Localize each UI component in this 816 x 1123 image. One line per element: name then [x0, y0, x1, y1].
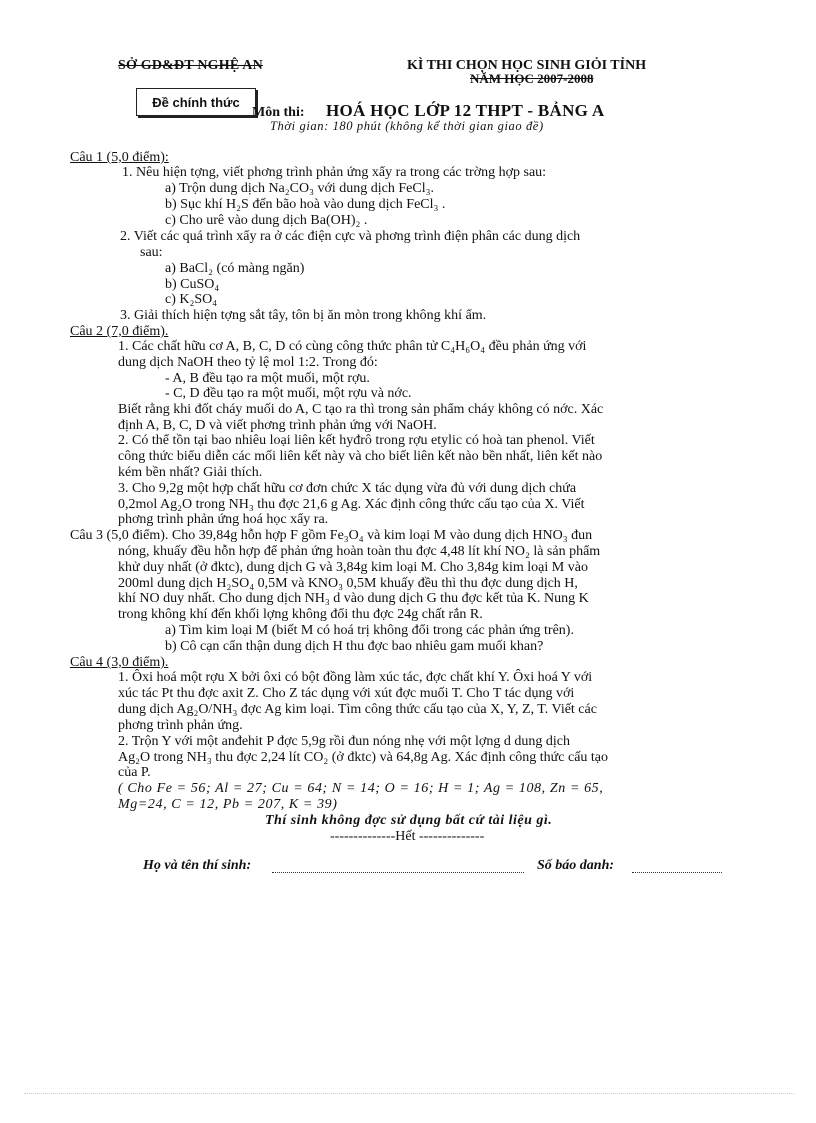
q1-part2: 2. Viết các quá trình xẩy ra ở các điện cực và phơng trình điện phân các dung dịch	[120, 229, 581, 244]
official-exam-badge: Đề chính thức	[136, 88, 256, 116]
department-name: SỞ GD&ĐT NGHỆ AN	[118, 58, 263, 73]
q2-part1-cd: - C, D đều tạo ra một muối, một rợu và nớc.	[165, 386, 412, 401]
atomic-masses-cont: Mg=24, C = 12, Pb = 207, K = 39)	[118, 797, 338, 812]
q2-part2-cont: công thức biểu diễn các mối liên kết này và cho biết liên kết nào bền nhất, liên kết nào	[118, 449, 603, 464]
q4-part2: 2. Trộn Y với một anđehit P đợc 5,9g rồi đun nóng nhẹ với một lợng d dung dịch	[118, 734, 570, 749]
q2-part1-cont: dung dịch NaOH theo tỷ lệ mol 1:2. Trong đó:	[118, 355, 378, 370]
q2-heading: Câu 2 (7,0 điểm).	[70, 324, 169, 339]
page-bottom-rule	[24, 1093, 794, 1094]
q1-part2-b: b) CuSO₄	[165, 277, 220, 292]
q3-part-a: a) Tìm kim loại M (biết M có hoá trị không đổi trong các phản ứng trên).	[165, 623, 574, 638]
time-limit: Thời gian: 180 phút (không kể thời gian giao đề)	[270, 119, 544, 133]
q4-part1-cont: xúc tác Pt thu đợc axit Z. Cho Z tác dụng với xút đợc muối T. Cho T tác dụng với	[118, 686, 575, 701]
q2-part2-end: kém bền nhất? Giải thích.	[118, 465, 263, 480]
q4-part1-end: phơng trình phản ứng.	[118, 718, 243, 733]
q2-part3-cont: 0,2mol Ag₂O trong NH₃ thu đợc 21,6 g Ag. Xác định công thức cấu tạo của X. Viết	[118, 497, 585, 512]
q1-part1-b: b) Sục khí H₂S đến bão hoà vào dung dịch FeCl₃ .	[165, 197, 446, 212]
end-marker: --------------Hết --------------	[330, 829, 485, 844]
candidate-id-field[interactable]	[632, 871, 722, 873]
q3-heading: Câu 3 (5,0 điểm). Cho 39,84g hỗn hợp F gồm Fe₃O₄ và kim loại M vào dung dịch HNO₃ đun	[70, 528, 593, 543]
q1-part1: 1. Nêu hiện tợng, viết phơng trình phản ứng xẩy ra trong các trờng hợp sau:	[122, 165, 547, 180]
q2-part1: 1. Các chất hữu cơ A, B, C, D có cùng công thức phân tử C₄H₆O₄ đều phản ứng với	[118, 339, 587, 354]
q3-text-3: 200ml dung dịch H₂SO₄ 0,5M và KNO₃ 0,5M khuấy đều thì thu đợc dung dịch H,	[118, 576, 578, 591]
exam-title: KÌ THI CHỌN HỌC SINH GIỎI TỈNH	[407, 58, 647, 73]
q2-part3-end: phơng trình phản ứng hoá học xẩy ra.	[118, 512, 329, 527]
q1-part3: 3. Giải thích hiện tợng sắt tây, tôn bị ăn mòn trong không khí ẩm.	[120, 308, 487, 323]
q4-part1-cont2: dung dịch Ag₂O/NH₃ đợc Ag kim loại. Tìm công thức cấu tạo của X, Y, Z, T. Viết các	[118, 702, 597, 717]
q3-text-4: khí NO duy nhất. Cho dung dịch NH₃ d vào dung dịch G thu đợc kết tủa K. Nung K	[118, 591, 589, 606]
candidate-name-field[interactable]	[272, 871, 524, 873]
q3-part-b: b) Cô cạn cẩn thận dung dịch H thu đợc bao nhiêu gam muối khan?	[165, 639, 544, 654]
atomic-masses: ( Cho Fe = 56; Al = 27; Cu = 64; N = 14; O = 16; H = 1; Ag = 108, Zn = 65,	[118, 781, 604, 796]
q4-part2-end: của P.	[118, 765, 151, 780]
q1-part1-c: c) Cho urê vào dung dịch Ba(OH)₂ .	[165, 213, 368, 228]
q4-part2-cont: Ag₂O trong NH₃ thu đợc 2,24 lít CO₂ (ở đktc) và 64,8g Ag. Xác định công thức cấu tạo	[118, 750, 609, 765]
q4-heading: Câu 4 (3,0 điểm).	[70, 655, 169, 670]
q1-part2-a: a) BaCl₂ (có màng ngăn)	[165, 261, 305, 276]
q2-part1-note: Biết rằng khi đốt cháy muối do A, C tạo ra thì trong sản phẩm cháy không có nớc. Xác	[118, 402, 604, 417]
subject-label: Môn thi:	[252, 105, 305, 120]
q4-part1: 1. Ôxi hoá một rợu X bởi ôxi có bột đồng làm xúc tác, đợc chất khí Y. Ôxi hoá Y với	[118, 670, 593, 685]
no-materials-note: Thí sinh không đợc sử dụng bất cứ tài liệu gì.	[265, 813, 553, 828]
subject-title: HOÁ HỌC LỚP 12 THPT - BẢNG A	[326, 101, 605, 120]
q1-part2-cont: sau:	[140, 245, 163, 260]
candidate-name-label: Họ và tên thí sinh:	[143, 858, 252, 873]
school-year: NĂM HỌC 2007-2008	[470, 71, 594, 86]
q2-part1-task: định A, B, C, D và viết phơng trình phản ứng với NaOH.	[118, 418, 437, 433]
q1-heading: Câu 1 (5,0 điểm):	[70, 150, 169, 165]
q2-part3: 3. Cho 9,2g một hợp chất hữu cơ đơn chức X tác dụng vừa đủ với dung dịch chứa	[118, 481, 577, 496]
candidate-id-label: Số báo danh:	[537, 858, 615, 873]
q1-part2-c: c) K₂SO₄	[165, 292, 218, 307]
q3-text-2: khử duy nhất (ở đktc), dung dịch G và 3,84g kim loại M. Cho 3,84g kim loại M vào	[118, 560, 588, 575]
q3-text-5: trong không khí đến khối lợng không đổi thu đợc 24g chất rắn R.	[118, 607, 483, 622]
q3-text-1: nóng, khuấy đều hỗn hợp để phản ứng hoàn toàn thu đợc 4,48 lít khí NO₂ là sản phẩm	[118, 544, 601, 559]
q2-part1-ab: - A, B đều tạo ra một muối, một rợu.	[165, 371, 370, 386]
q1-part1-a: a) Trộn dung dịch Na₂CO₃ với dung dịch FeCl₃.	[165, 181, 434, 196]
q2-part2: 2. Có thể tồn tại bao nhiêu loại liên kết hyđrô trong rợu etylic có hoà tan phenol. Viết	[118, 433, 595, 448]
